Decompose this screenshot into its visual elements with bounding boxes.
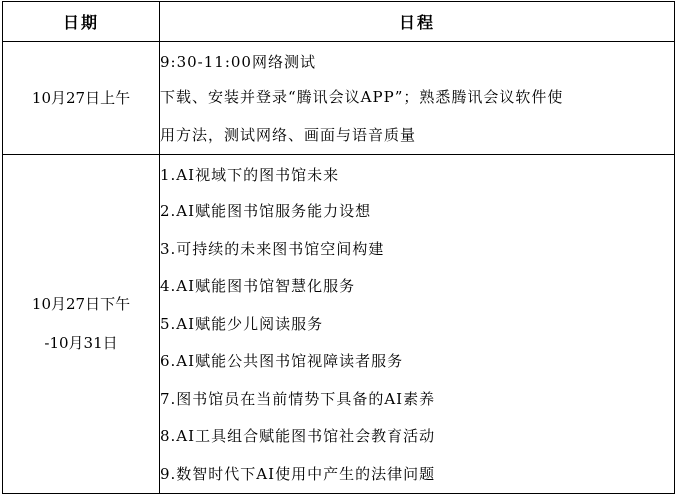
schedule-item: 2.AI赋能图书馆服务能力设想 bbox=[160, 202, 372, 220]
schedule-item: 9:30-11:00网络测试 bbox=[160, 53, 316, 71]
schedule-item: 9.数智时代下AI使用中产生的法律问题 bbox=[160, 464, 436, 483]
date-cell bbox=[3, 155, 160, 494]
schedule-item: 6.AI赋能公共图书馆视障读者服务 bbox=[160, 352, 404, 370]
date-cell bbox=[3, 42, 160, 155]
table-row bbox=[3, 155, 675, 494]
table-row bbox=[3, 42, 675, 155]
header-date: 日期 bbox=[3, 2, 160, 42]
date-line: -10月31日 bbox=[44, 334, 118, 352]
schedule-item: 7.图书馆员在当前情势下具备的AI素养 bbox=[160, 389, 436, 408]
date-line: 10月27日下午 bbox=[31, 295, 131, 313]
header-schedule: 日程 bbox=[160, 2, 675, 42]
schedule-item: 4.AI赋能图书馆智慧化服务 bbox=[160, 277, 356, 295]
schedule-cell bbox=[160, 155, 675, 494]
schedule-item: 3.可持续的未来图书馆空间构建 bbox=[160, 239, 385, 258]
date-line: 10月27日上午 bbox=[31, 88, 131, 107]
schedule-item: 下载、安装并登录“腾讯会议APP”；熟悉腾讯会议软件使 bbox=[160, 88, 564, 106]
schedule-item: 5.AI赋能少儿阅读服务 bbox=[160, 314, 324, 333]
schedule-item: 1.AI视域下的图书馆未来 bbox=[160, 166, 340, 184]
header-row bbox=[3, 2, 675, 42]
schedule-cell bbox=[160, 42, 675, 155]
schedule-item: 用方法，测试网络、画面与语音质量 bbox=[160, 126, 417, 144]
schedule-table bbox=[2, 1, 675, 494]
schedule-item: 8.AI工具组合赋能图书馆社会教育活动 bbox=[160, 427, 436, 445]
